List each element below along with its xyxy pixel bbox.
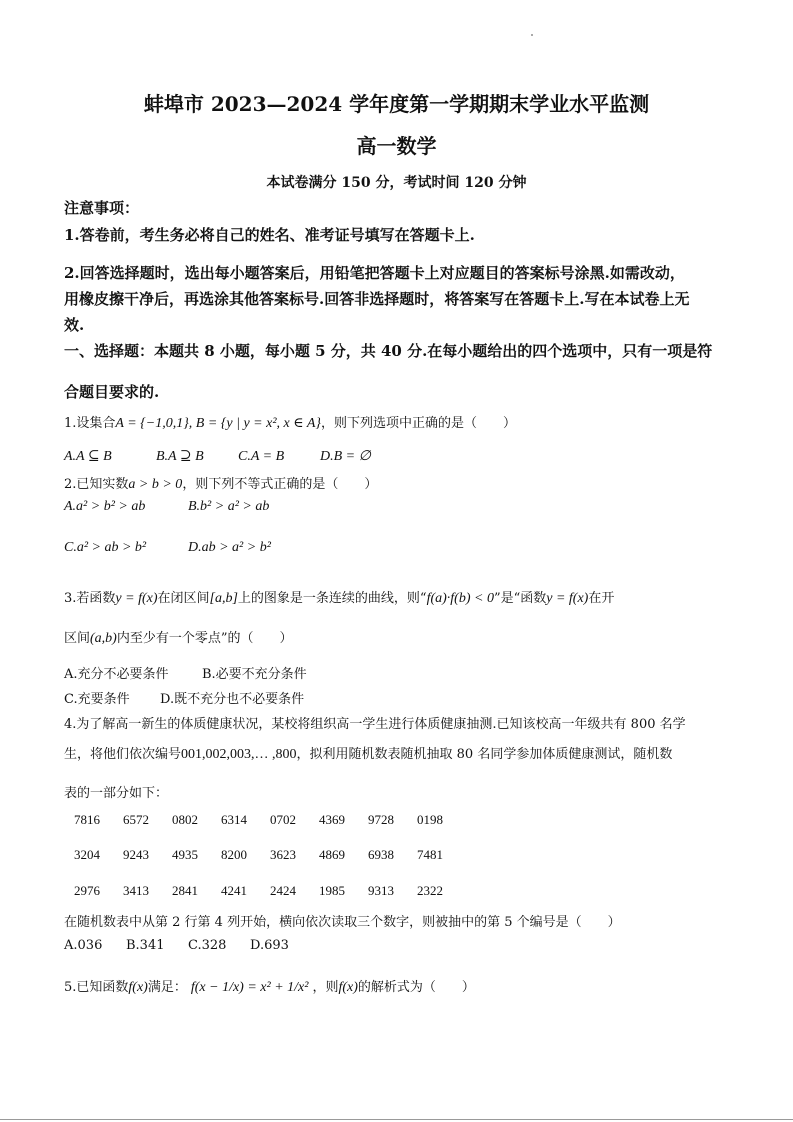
q1-options [64, 448, 393, 465]
subject-title: 高一数学 [356, 134, 437, 158]
question-4-line-4: 在随机数表中从第 2 行第 4 列开始，横向依次读取三个数字，则被抽中的第 5 个编号是（ ） [64, 915, 621, 930]
table-row [74, 883, 466, 899]
table-cell: 4369 [319, 812, 345, 827]
q5-function-2: f(x) [338, 980, 358, 995]
q1-option-c: C.A = B [238, 449, 285, 464]
table-cell: 6314 [221, 812, 247, 827]
table-cell: 4241 [221, 883, 247, 898]
q4-text-2: ，拟利用随机数表随机抽取 80 名同学参加体质健康测试，随机数 [296, 747, 673, 762]
table-cell: 4935 [172, 847, 198, 862]
q3-text-6: 区间 [64, 631, 91, 646]
q3-text-3: 上的图象是一条连续的曲线，则“ [237, 591, 427, 606]
q4-option-c: C.328 [188, 938, 227, 953]
table-cell: 2424 [270, 883, 296, 898]
q4-option-a: A.036 [64, 938, 103, 953]
q4-option-b: B.341 [126, 938, 165, 953]
question-2 [64, 473, 377, 493]
section-heading-line-2: 合题目要求的. [64, 383, 160, 401]
q3-option-c: C.充要条件 [64, 692, 130, 707]
q2-suffix: ，则下列不等式正确的是（ ） [182, 477, 378, 492]
question-4-line-1: 4.为了解高一新生的体质健康状况，某校将组织高一学生进行体质健康抽测.已知该校高一年级共有 800 名学 [64, 717, 686, 732]
exam-title: 蚌埠市 2023—2024 学年度第一学期期末学业水平监测 [143, 92, 650, 116]
note-item-2-line-3: 效. [64, 316, 85, 334]
table-cell: 6572 [123, 812, 149, 827]
table-cell: 3204 [74, 847, 100, 862]
exam-info: 本试卷满分 150 分，考试时间 120 分钟 [266, 175, 527, 191]
q1-option-d: D.B = ∅ [320, 449, 371, 464]
q2-option-d: D.ab > a² > b² [188, 540, 271, 555]
q5-equation: f(x − 1/x) = x² + 1/x² [190, 980, 309, 995]
table-cell: 0802 [172, 812, 198, 827]
q3-text-2: 在闭区间 [157, 591, 210, 606]
question-3-line-1 [64, 587, 614, 607]
q3-text-7: 内至少有一个零点”的（ ） [116, 631, 293, 646]
q2-option-a: A.a² > b² > ab [64, 499, 146, 514]
table-cell: 2841 [172, 883, 198, 898]
q2-option-b: B.b² > a² > ab [188, 499, 270, 514]
table-cell: 0702 [270, 812, 296, 827]
q2-options-row-1 [64, 499, 291, 515]
q4-options [64, 938, 311, 953]
q3-open-interval: (a,b) [90, 631, 117, 646]
q3-text-5: 在开 [588, 591, 615, 606]
table-cell: 3413 [123, 883, 149, 898]
q2-prefix: 2.已知实数 [64, 477, 129, 492]
page-bottom-rule [0, 1119, 793, 1120]
note-item-2-line-1: 2.回答选择题时，选出每小题答案后，用铅笔把答题卡上对应题目的答案标号涂黑.如需改动， [64, 264, 685, 282]
q3-function-2: y = f(x) [546, 591, 589, 606]
q5-function: f(x) [128, 980, 148, 995]
table-cell: 6938 [368, 847, 394, 862]
q1-set-b: , B = {y | y = x², x ∈ A} [188, 416, 322, 431]
section-heading-line-1: 一、选择题：本题共 8 小题，每小题 5 分，共 40 分.在每小题给出的四个选项中，只有一项是符 [64, 342, 713, 360]
note-item-2-line-2: 用橡皮擦干净后，再选涂其他答案标号.回答非选择题时，将答案写在答题卡上.写在本试卷上无 [64, 290, 690, 308]
table-cell: 9728 [368, 812, 394, 827]
q2-condition: a > b > 0 [128, 477, 183, 492]
table-cell: 7816 [74, 812, 100, 827]
question-4-line-3: 表的一部分如下： [64, 786, 169, 801]
q2-options-row-2 [64, 540, 293, 556]
q1-suffix: ，则下列选项中正确的是（ ） [321, 416, 517, 431]
table-cell: 2976 [74, 883, 100, 898]
scan-speck [531, 34, 533, 36]
q1-option-a: A.A ⊆ B [64, 449, 112, 464]
q1-prefix: 1.设集合 [64, 416, 116, 431]
q4-text-1: 生，将他们依次编号 [64, 747, 182, 762]
q3-function: y = f(x) [115, 591, 158, 606]
q5-prefix: 5.已知函数 [64, 980, 129, 995]
q3-option-a: A.充分不必要条件 [64, 667, 169, 682]
table-cell: 2322 [417, 883, 443, 898]
q3-text-4: ”是“函数 [493, 591, 547, 606]
q3-condition: f(a)·f(b) < 0 [426, 591, 494, 606]
q3-closed-interval: [a,b] [209, 591, 238, 606]
question-3-line-2 [64, 627, 293, 647]
q4-codes: 001,002,003,… ,800 [181, 747, 297, 762]
q3-text-1: 3.若函数 [64, 591, 116, 606]
question-5 [64, 976, 475, 996]
question-1 [64, 412, 516, 432]
q5-suffix: 的解析式为（ ） [357, 980, 475, 995]
q1-set-a: A = {−1,0,1} [115, 416, 189, 431]
table-cell: 7481 [417, 847, 443, 862]
table-cell: 3623 [270, 847, 296, 862]
table-row [74, 812, 466, 828]
q3-options-row-2 [64, 688, 326, 707]
table-cell: 8200 [221, 847, 247, 862]
q3-options-row-1 [64, 663, 329, 682]
table-cell: 9313 [368, 883, 394, 898]
table-row [74, 847, 466, 863]
q5-comma: ，则 [312, 980, 339, 995]
q1-option-b: B.A ⊇ B [156, 449, 204, 464]
note-item-1: 1.答卷前，考生务必将自己的姓名、准考证号填写在答题卡上. [64, 226, 475, 244]
q2-option-c: C.a² > ab > b² [64, 540, 147, 555]
q5-mid: 满足： [147, 980, 187, 995]
q3-option-d: D.既不充分也不必要条件 [160, 692, 305, 707]
table-cell: 1985 [319, 883, 345, 898]
question-4-line-2 [64, 743, 672, 763]
table-cell: 4869 [319, 847, 345, 862]
table-cell: 9243 [123, 847, 149, 862]
table-cell: 0198 [417, 812, 443, 827]
q4-option-d: D.693 [250, 938, 289, 953]
notes-heading: 注意事项： [64, 199, 140, 217]
q3-option-b: B.必要不充分条件 [202, 667, 307, 682]
